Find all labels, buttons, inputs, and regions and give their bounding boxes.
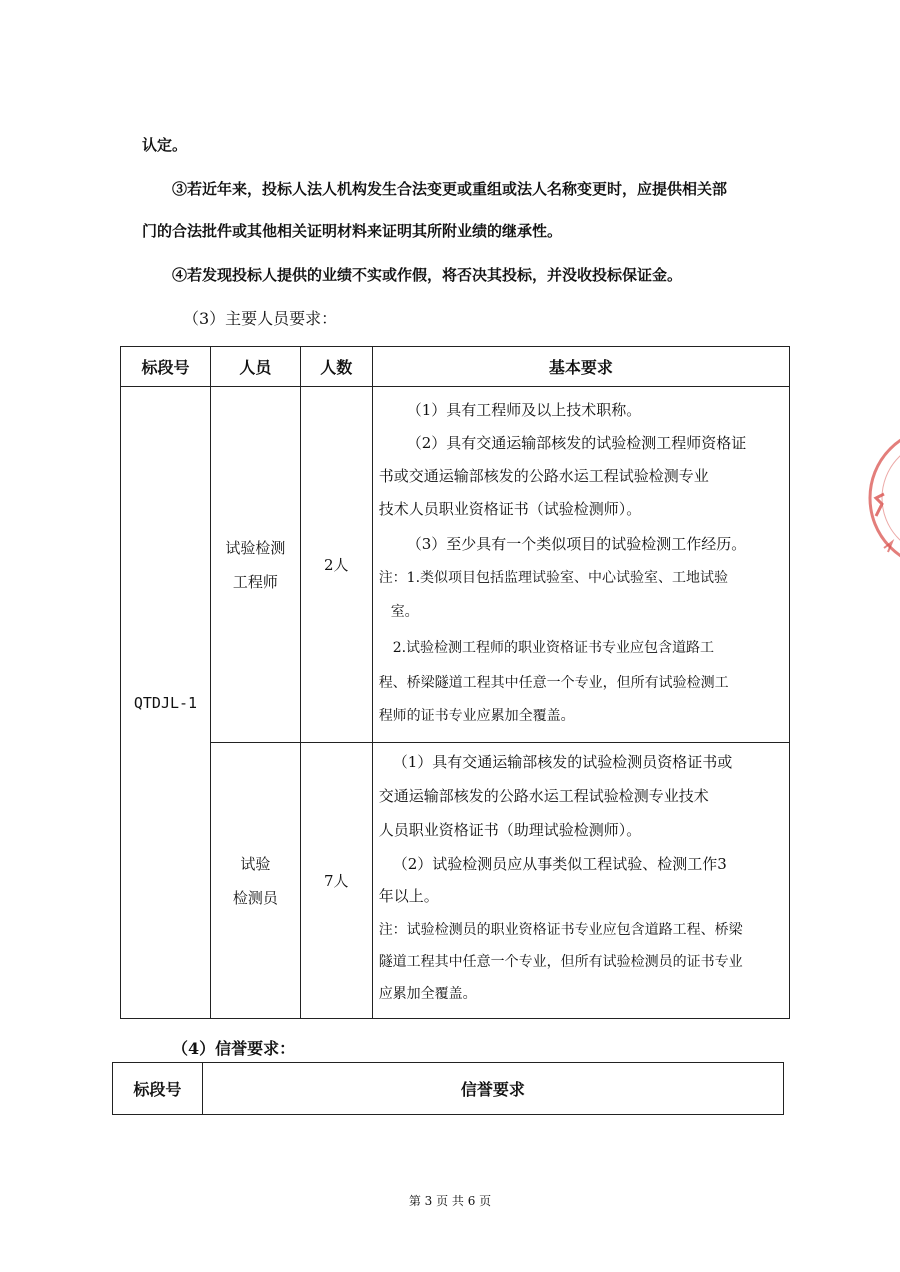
req-technician-line-1: （1）具有交通运输部核发的试验检测员资格证书或	[392, 753, 733, 771]
personnel-table-header-row	[121, 347, 790, 387]
req-engineer-line-10: 程师的证书专业应累加全覆盖。	[378, 708, 575, 724]
header-requirements: 基本要求	[372, 347, 789, 387]
req-engineer-line-8: 2.试验检测工程师的职业资格证书专业应包含道路工	[392, 640, 715, 656]
section3-heading: （3）主要人员要求：	[183, 309, 338, 328]
req-technician-line-5: 年以上。	[378, 887, 439, 905]
role-cell-technician	[210, 743, 300, 1019]
header-section-no: 标段号	[121, 347, 211, 387]
req-technician-line-6: 注：试验检测员的职业资格证书专业应包含道路工程、桥梁	[378, 922, 743, 938]
red-seal-stamp	[862, 408, 900, 578]
intro-item4: ④若发现投标人提供的业绩不实或作假，将否决其投标，并没收投标保证金。	[172, 266, 683, 284]
table-row-technician	[121, 743, 790, 1019]
reputation-table	[112, 1062, 784, 1115]
section-no-cell: QTDJL-1	[121, 387, 211, 1019]
req-technician-line-4: （2）试验检测员应从事类似工程试验、检测工作3	[392, 855, 727, 873]
role-engineer-line-1: 试验检测	[225, 538, 286, 557]
req-engineer-line-5: （3）至少具有一个类似项目的试验检测工作经历。	[406, 535, 747, 553]
req-engineer-line-4: 技术人员职业资格证书（试验检测师）。	[378, 500, 642, 518]
req-engineer-line-9: 程、桥梁隧道工程其中任意一个专业，但所有试验检测工	[378, 675, 729, 691]
header-count: 人数	[300, 347, 372, 387]
personnel-table	[120, 346, 790, 1019]
req-engineer-line-3: 书或交通运输部核发的公路水运工程试验检测专业	[378, 467, 709, 485]
section4-heading: （4）信誉要求：	[172, 1039, 296, 1058]
count-cell-technician: 7人	[300, 743, 372, 1019]
req-technician-line-8: 应累加全覆盖。	[378, 986, 477, 1002]
page-number: 第 3 页 共 6 页	[408, 1194, 492, 1208]
role-engineer-line-2: 工程师	[232, 572, 278, 591]
intro-line-1: 认定。	[142, 136, 188, 154]
req-technician-line-2: 交通运输部核发的公路水运工程试验检测专业技术	[378, 787, 709, 805]
role-technician-line-1: 试验	[240, 854, 271, 873]
count-cell-engineer: 2人	[300, 387, 372, 743]
req-engineer-line-1: （1）具有工程师及以上技术职称。	[406, 401, 642, 419]
header-role: 人员	[210, 347, 300, 387]
reputation-header-requirements: 信誉要求	[202, 1063, 783, 1115]
req-engineer-line-6: 注：1.类似项目包括监理试验室、中心试验室、工地试验	[378, 570, 729, 586]
req-engineer-line-2: （2）具有交通运输部核发的试验检测工程师资格证	[406, 434, 747, 452]
role-technician-line-2: 检测员	[232, 888, 278, 907]
requirements-cell-technician	[372, 743, 789, 1019]
intro-item3-line-1: ③若近年来，投标人法人机构发生合法变更或重组或法人名称变更时，应提供相关部	[172, 180, 728, 198]
table-row-engineer	[121, 387, 790, 743]
reputation-table-header-row	[113, 1063, 784, 1115]
requirements-cell-engineer	[372, 387, 789, 743]
reputation-header-section-no: 标段号	[113, 1063, 203, 1115]
req-technician-line-3: 人员职业资格证书（助理试验检测师）。	[378, 821, 642, 839]
role-cell-engineer	[210, 387, 300, 743]
req-technician-line-7: 隧道工程其中任意一个专业，但所有试验检测员的证书专业	[378, 954, 743, 970]
intro-item3-line-2: 门的合法批件或其他相关证明材料来证明其所附业绩的继承性。	[142, 222, 563, 240]
req-engineer-line-7: 室。	[390, 604, 419, 620]
